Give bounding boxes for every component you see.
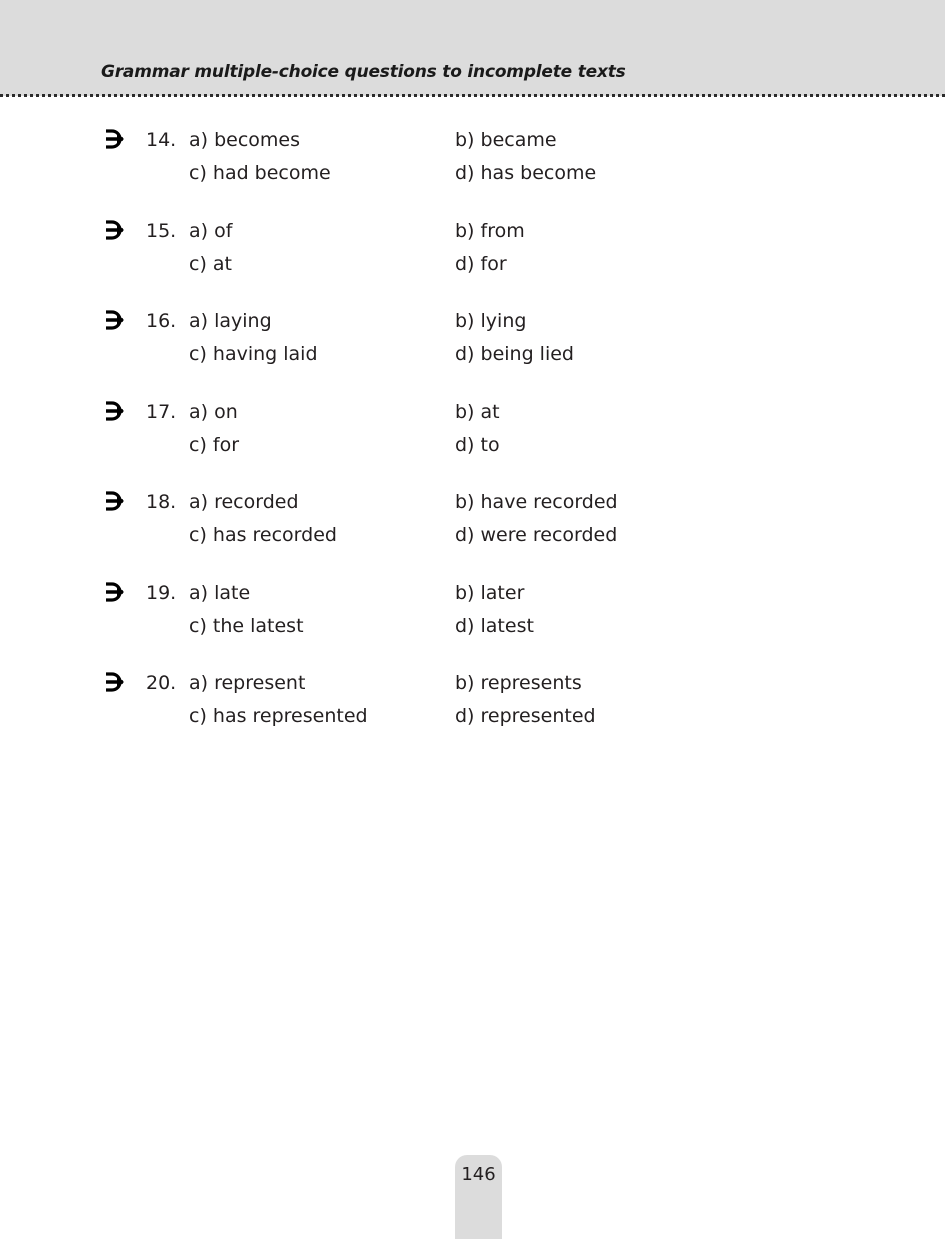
option-d: d) being lied [455,343,574,365]
question-number: 14. [146,129,177,151]
option-a: a) on [189,400,238,423]
option-a: a) represent [189,672,306,694]
option-c: c) has recorded [189,524,337,546]
option-d: d) to [455,433,500,456]
question-number: 19. [146,581,177,604]
question-19 [0,577,945,668]
option-a: a) late [189,581,251,604]
option-a: a) of [189,219,233,242]
option-a: a) laying [189,310,272,332]
option-d: d) represented [455,705,596,727]
question-number: 18. [146,491,177,513]
question-15 [0,215,945,306]
option-c: c) has represented [189,705,368,727]
option-b: b) from [455,219,525,242]
dotted-divider [0,94,945,97]
curved-arrow-right-icon [103,309,125,331]
question-number: 15. [146,219,177,242]
option-b: b) have recorded [455,491,618,513]
page-number-tab [455,1155,502,1239]
option-b: b) became [455,129,557,151]
page-number: 146 [461,1164,496,1185]
option-d: d) were recorded [455,524,618,546]
curved-arrow-right-icon [103,128,125,150]
option-b: b) later [455,581,525,604]
option-b: b) lying [455,310,527,332]
question-number: 20. [146,672,177,694]
option-c: c) having laid [189,343,318,365]
question-14 [0,124,945,215]
option-a: a) recorded [189,491,299,513]
curved-arrow-right-icon [103,400,125,422]
option-c: c) at [189,252,232,275]
question-18 [0,486,945,577]
option-c: c) for [189,433,240,456]
option-c: c) had become [189,162,331,184]
option-b: b) at [455,400,500,423]
question-number: 17. [146,400,177,423]
question-list [0,124,945,758]
curved-arrow-right-icon [103,581,125,603]
page-title: Grammar multiple-choice questions to incomplete texts [101,62,626,82]
question-16 [0,305,945,396]
option-b: b) represents [455,672,582,694]
question-17 [0,396,945,487]
option-d: d) latest [455,614,534,637]
curved-arrow-right-icon [103,219,125,241]
option-d: d) for [455,252,507,275]
question-number: 16. [146,310,177,332]
curved-arrow-right-icon [103,671,125,693]
option-d: d) has become [455,162,597,184]
option-a: a) becomes [189,129,301,151]
curved-arrow-right-icon [103,490,125,512]
option-c: c) the latest [189,614,304,637]
question-20 [0,667,945,758]
